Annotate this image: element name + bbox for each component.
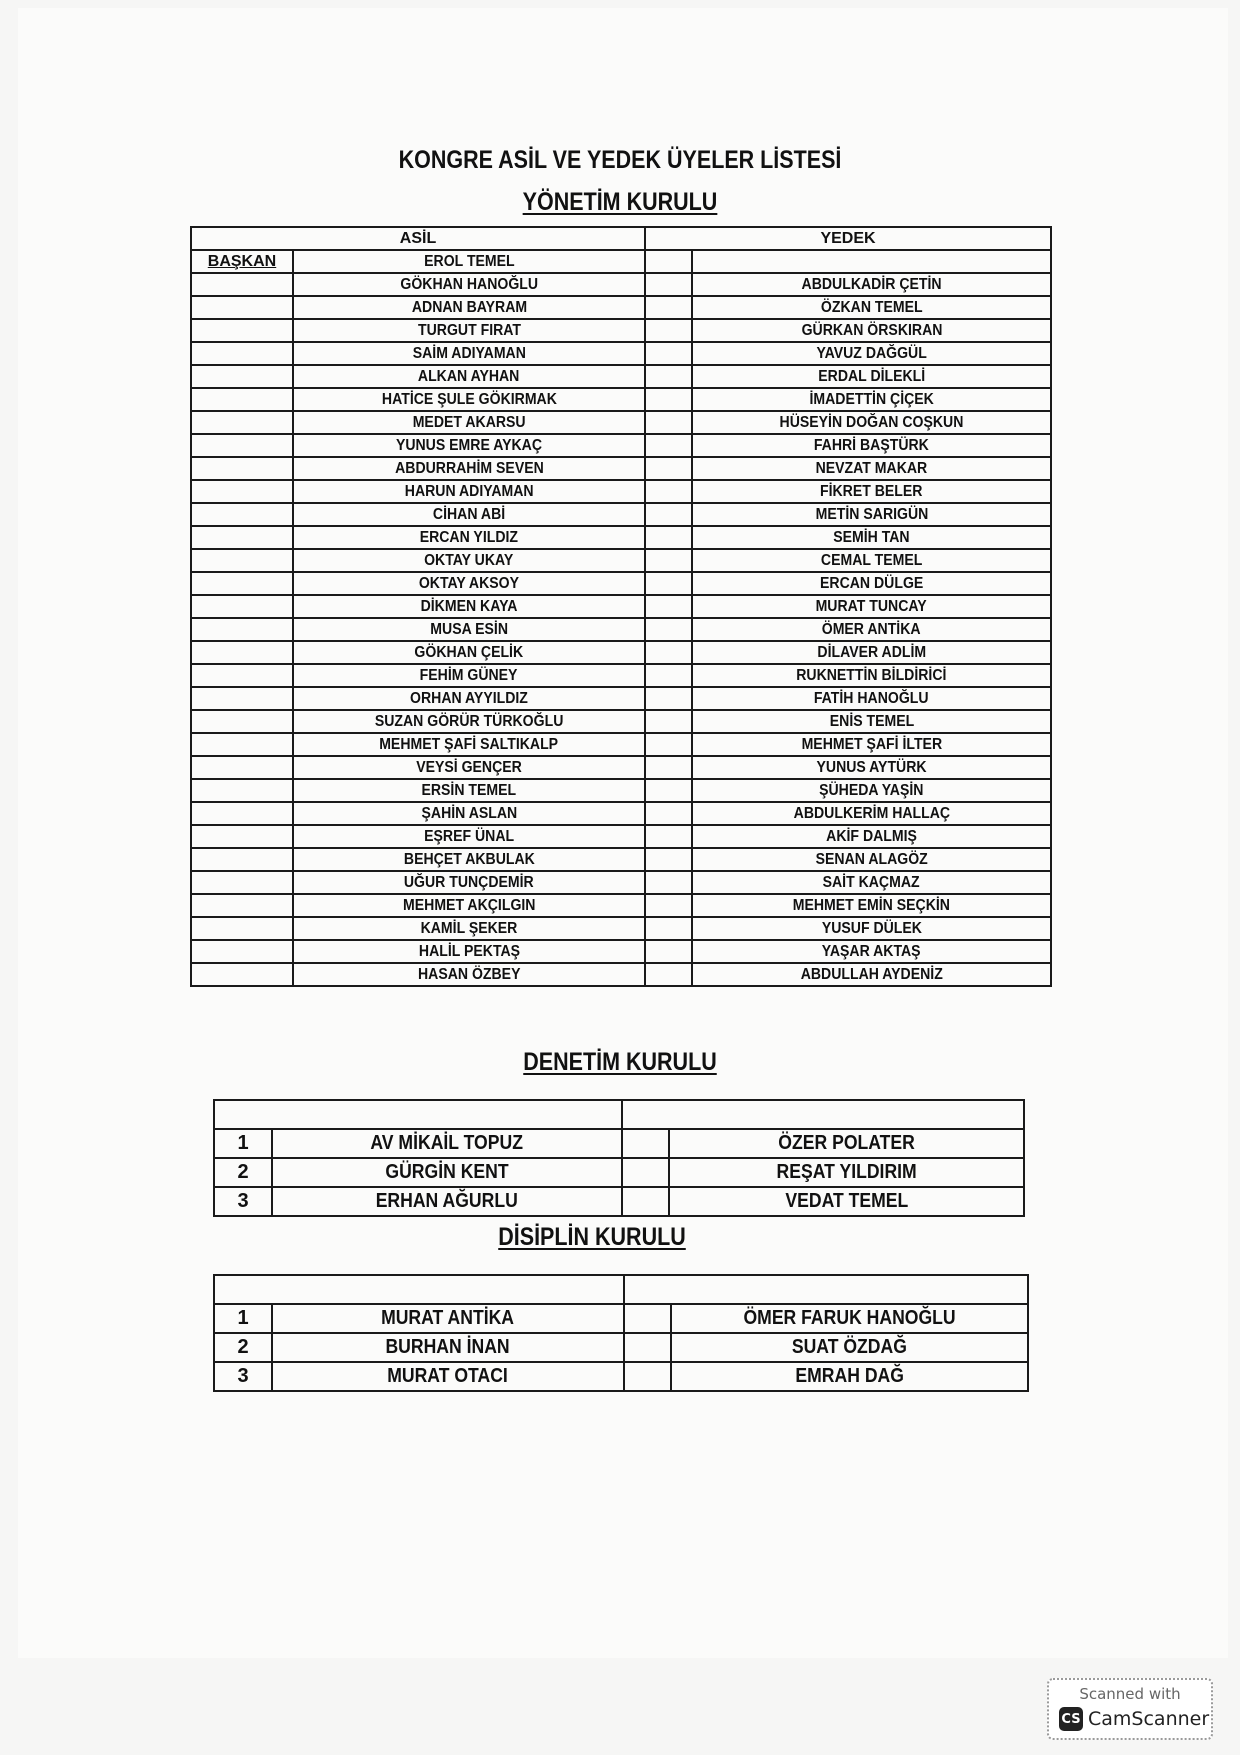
yonetim-row bbox=[191, 595, 1051, 618]
empty-cell bbox=[624, 1304, 671, 1333]
empty-cell bbox=[645, 526, 692, 549]
yonetim-row bbox=[191, 434, 1051, 457]
asil-member: BEHÇET AKBULAK bbox=[293, 848, 645, 871]
yedek-member: ENİS TEMEL bbox=[692, 710, 1051, 733]
empty-cell bbox=[191, 848, 293, 871]
row-number: 2 bbox=[214, 1158, 272, 1187]
header-yedek: YEDEK bbox=[645, 227, 1051, 250]
yedek-member: ŞÜHEDA YAŞİN bbox=[692, 779, 1051, 802]
disiplin-row bbox=[214, 1362, 1028, 1391]
empty-cell bbox=[622, 1158, 669, 1187]
yonetim-row bbox=[191, 549, 1051, 572]
empty-cell bbox=[645, 503, 692, 526]
asil-member: GÜRGİN KENT bbox=[272, 1158, 622, 1187]
empty-cell bbox=[191, 756, 293, 779]
row-number: 1 bbox=[214, 1129, 272, 1158]
yonetim-row bbox=[191, 733, 1051, 756]
empty-cell bbox=[191, 687, 293, 710]
empty-cell bbox=[645, 572, 692, 595]
empty-cell bbox=[645, 641, 692, 664]
empty-cell bbox=[645, 549, 692, 572]
yedek-member: FİKRET BELER bbox=[692, 480, 1051, 503]
yonetim-table bbox=[190, 226, 1052, 987]
yedek-member: SENAN ALAGÖZ bbox=[692, 848, 1051, 871]
empty-cell bbox=[645, 480, 692, 503]
empty-cell bbox=[191, 894, 293, 917]
empty-cell bbox=[645, 664, 692, 687]
yedek-member: RUKNETTİN BİLDİRİCİ bbox=[692, 664, 1051, 687]
empty-cell bbox=[191, 388, 293, 411]
row-number: 1 bbox=[214, 1304, 272, 1333]
disiplin-table bbox=[213, 1274, 1029, 1392]
yedek-member: MEHMET EMİN SEÇKİN bbox=[692, 894, 1051, 917]
asil-member: MEHMET ŞAFİ SALTIKALP bbox=[293, 733, 645, 756]
empty-cell bbox=[645, 250, 692, 273]
empty-cell bbox=[191, 273, 293, 296]
empty-cell bbox=[191, 365, 293, 388]
row-number: 3 bbox=[214, 1362, 272, 1391]
empty-cell bbox=[191, 825, 293, 848]
yedek-member: FAHRİ BAŞTÜRK bbox=[692, 434, 1051, 457]
watermark-brand bbox=[1059, 1706, 1209, 1732]
empty-cell bbox=[214, 1275, 624, 1304]
asil-member: ABDURRAHİM SEVEN bbox=[293, 457, 645, 480]
yonetim-row bbox=[191, 388, 1051, 411]
empty-cell bbox=[645, 848, 692, 871]
empty-cell bbox=[191, 664, 293, 687]
empty-cell bbox=[191, 618, 293, 641]
yonetim-row bbox=[191, 710, 1051, 733]
empty-cell bbox=[191, 434, 293, 457]
empty-cell bbox=[191, 549, 293, 572]
empty-cell bbox=[645, 825, 692, 848]
empty-cell bbox=[622, 1129, 669, 1158]
yonetim-row bbox=[191, 871, 1051, 894]
denetim-header-row bbox=[214, 1100, 1024, 1129]
asil-member: SUZAN GÖRÜR TÜRKOĞLU bbox=[293, 710, 645, 733]
empty-cell bbox=[645, 595, 692, 618]
empty-cell bbox=[645, 365, 692, 388]
yedek-member: DİLAVER ADLİM bbox=[692, 641, 1051, 664]
asil-member: DİKMEN KAYA bbox=[293, 595, 645, 618]
yonetim-row bbox=[191, 894, 1051, 917]
yedek-member: ABDULKERİM HALLAÇ bbox=[692, 802, 1051, 825]
yedek-member: VEDAT TEMEL bbox=[669, 1187, 1024, 1216]
yedek-member: ABDULLAH AYDENİZ bbox=[692, 963, 1051, 986]
yonetim-row bbox=[191, 503, 1051, 526]
yedek-member: ABDULKADİR ÇETİN bbox=[692, 273, 1051, 296]
empty-cell bbox=[645, 457, 692, 480]
yedek-member: HÜSEYİN DOĞAN COŞKUN bbox=[692, 411, 1051, 434]
empty-cell bbox=[191, 871, 293, 894]
header-asil: ASİL bbox=[191, 227, 645, 250]
asil-member: VEYSİ GENÇER bbox=[293, 756, 645, 779]
asil-member: KAMİL ŞEKER bbox=[293, 917, 645, 940]
yedek-member: YUSUF DÜLEK bbox=[692, 917, 1051, 940]
empty-cell bbox=[645, 917, 692, 940]
empty-cell bbox=[191, 733, 293, 756]
yedek-member: ÖZER POLATER bbox=[669, 1129, 1024, 1158]
asil-member: HALİL PEKTAŞ bbox=[293, 940, 645, 963]
yonetim-row bbox=[191, 365, 1051, 388]
yonetim-row bbox=[191, 319, 1051, 342]
asil-member: HARUN ADIYAMAN bbox=[293, 480, 645, 503]
disiplin-header-row bbox=[214, 1275, 1028, 1304]
watermark-brand-text: CamScanner bbox=[1088, 1708, 1210, 1730]
yonetim-row bbox=[191, 940, 1051, 963]
yonetim-row bbox=[191, 779, 1051, 802]
empty-cell bbox=[645, 802, 692, 825]
empty-cell bbox=[624, 1333, 671, 1362]
disiplin-title: DİSİPLİN KURULU bbox=[498, 1223, 686, 1251]
empty-cell bbox=[191, 940, 293, 963]
empty-cell bbox=[645, 756, 692, 779]
empty-cell bbox=[191, 411, 293, 434]
empty-cell bbox=[191, 917, 293, 940]
empty-cell bbox=[191, 319, 293, 342]
disiplin-row bbox=[214, 1333, 1028, 1362]
asil-member: UĞUR TUNÇDEMİR bbox=[293, 871, 645, 894]
asil-member: ERCAN YILDIZ bbox=[293, 526, 645, 549]
asil-member: MURAT OTACI bbox=[272, 1362, 624, 1391]
yedek-member: NEVZAT MAKAR bbox=[692, 457, 1051, 480]
empty-cell bbox=[645, 871, 692, 894]
empty-cell bbox=[645, 687, 692, 710]
empty-cell bbox=[645, 342, 692, 365]
empty-cell bbox=[645, 963, 692, 986]
yedek-member: FATİH HANOĞLU bbox=[692, 687, 1051, 710]
empty-cell bbox=[191, 710, 293, 733]
yonetim-row bbox=[191, 687, 1051, 710]
yonetim-header-row bbox=[191, 227, 1051, 250]
yonetim-row bbox=[191, 273, 1051, 296]
asil-member: TURGUT FIRAT bbox=[293, 319, 645, 342]
yonetim-row bbox=[191, 480, 1051, 503]
yonetim-row bbox=[191, 664, 1051, 687]
document-title: KONGRE ASİL VE YEDEK ÜYELER LİSTESİ bbox=[398, 146, 842, 174]
empty-cell bbox=[191, 779, 293, 802]
yedek-member: GÜRKAN ÖRSKIRAN bbox=[692, 319, 1051, 342]
asil-member: MUSA ESİN bbox=[293, 618, 645, 641]
yedek-member: MEHMET ŞAFİ İLTER bbox=[692, 733, 1051, 756]
empty-cell bbox=[645, 894, 692, 917]
empty-cell bbox=[645, 779, 692, 802]
denetim-table bbox=[213, 1099, 1025, 1217]
president-row bbox=[191, 250, 1051, 273]
empty-cell bbox=[645, 273, 692, 296]
asil-member: MEDET AKARSU bbox=[293, 411, 645, 434]
camscanner-logo-icon: CS bbox=[1059, 1707, 1083, 1731]
yonetim-row bbox=[191, 457, 1051, 480]
asil-member: ŞAHİN ASLAN bbox=[293, 802, 645, 825]
asil-member: YUNUS EMRE AYKAÇ bbox=[293, 434, 645, 457]
yonetim-row bbox=[191, 526, 1051, 549]
yedek-member: İMADETTİN ÇİÇEK bbox=[692, 388, 1051, 411]
yedek-member: ÖZKAN TEMEL bbox=[692, 296, 1051, 319]
yedek-member: YUNUS AYTÜRK bbox=[692, 756, 1051, 779]
yonetim-row bbox=[191, 618, 1051, 641]
president-label: BAŞKAN bbox=[191, 250, 293, 273]
asil-member: FEHİM GÜNEY bbox=[293, 664, 645, 687]
empty-cell bbox=[191, 963, 293, 986]
yedek-member: ERCAN DÜLGE bbox=[692, 572, 1051, 595]
yonetim-title: YÖNETİM KURULU bbox=[522, 188, 718, 216]
yedek-member: EMRAH DAĞ bbox=[671, 1362, 1028, 1391]
yedek-member: SAİT KAÇMAZ bbox=[692, 871, 1051, 894]
row-number: 3 bbox=[214, 1187, 272, 1216]
asil-member: AV MİKAİL TOPUZ bbox=[272, 1129, 622, 1158]
empty-cell bbox=[191, 457, 293, 480]
watermark-top-text: Scanned with bbox=[1079, 1685, 1181, 1703]
camscanner-watermark bbox=[1047, 1678, 1213, 1740]
yedek-member: MURAT TUNCAY bbox=[692, 595, 1051, 618]
empty-cell bbox=[645, 411, 692, 434]
empty-cell bbox=[191, 526, 293, 549]
empty-cell bbox=[191, 296, 293, 319]
empty-cell bbox=[645, 434, 692, 457]
yedek-member: ÖMER ANTİKA bbox=[692, 618, 1051, 641]
yonetim-row bbox=[191, 917, 1051, 940]
yedek-member: AKİF DALMIŞ bbox=[692, 825, 1051, 848]
empty-cell bbox=[645, 296, 692, 319]
yonetim-row bbox=[191, 825, 1051, 848]
asil-member: ADNAN BAYRAM bbox=[293, 296, 645, 319]
empty-cell bbox=[191, 802, 293, 825]
row-number: 2 bbox=[214, 1333, 272, 1362]
empty-cell bbox=[624, 1362, 671, 1391]
yonetim-row bbox=[191, 963, 1051, 986]
asil-member: HASAN ÖZBEY bbox=[293, 963, 645, 986]
asil-member: EŞREF ÜNAL bbox=[293, 825, 645, 848]
asil-member: ORHAN AYYILDIZ bbox=[293, 687, 645, 710]
yonetim-row bbox=[191, 572, 1051, 595]
asil-member: GÖKHAN HANOĞLU bbox=[293, 273, 645, 296]
denetim-row bbox=[214, 1158, 1024, 1187]
empty-cell bbox=[191, 595, 293, 618]
yedek-member: SUAT ÖZDAĞ bbox=[671, 1333, 1028, 1362]
empty-cell bbox=[692, 250, 1051, 273]
asil-member: SAİM ADIYAMAN bbox=[293, 342, 645, 365]
asil-member: OKTAY UKAY bbox=[293, 549, 645, 572]
yonetim-row bbox=[191, 848, 1051, 871]
empty-cell bbox=[645, 733, 692, 756]
empty-cell bbox=[191, 342, 293, 365]
asil-member: OKTAY AKSOY bbox=[293, 572, 645, 595]
empty-cell bbox=[191, 480, 293, 503]
yonetim-row bbox=[191, 756, 1051, 779]
yedek-member: YAŞAR AKTAŞ bbox=[692, 940, 1051, 963]
empty-cell bbox=[645, 618, 692, 641]
president-name: EROL TEMEL bbox=[293, 250, 645, 273]
empty-cell bbox=[645, 319, 692, 342]
empty-cell bbox=[191, 503, 293, 526]
yonetim-row bbox=[191, 342, 1051, 365]
yonetim-row bbox=[191, 802, 1051, 825]
yedek-member: YAVUZ DAĞGÜL bbox=[692, 342, 1051, 365]
asil-member: GÖKHAN ÇELİK bbox=[293, 641, 645, 664]
empty-cell bbox=[645, 388, 692, 411]
empty-cell bbox=[622, 1187, 669, 1216]
empty-cell bbox=[191, 641, 293, 664]
yedek-member: REŞAT YILDIRIM bbox=[669, 1158, 1024, 1187]
asil-member: CİHAN ABİ bbox=[293, 503, 645, 526]
empty-cell bbox=[214, 1100, 622, 1129]
empty-cell bbox=[622, 1100, 1024, 1129]
yedek-member: ÖMER FARUK HANOĞLU bbox=[671, 1304, 1028, 1333]
yedek-member: METİN SARIGÜN bbox=[692, 503, 1051, 526]
yedek-member: ERDAL DİLEKLİ bbox=[692, 365, 1051, 388]
asil-member: ALKAN AYHAN bbox=[293, 365, 645, 388]
empty-cell bbox=[624, 1275, 1028, 1304]
empty-cell bbox=[645, 940, 692, 963]
empty-cell bbox=[191, 572, 293, 595]
asil-member: BURHAN İNAN bbox=[272, 1333, 624, 1362]
asil-member: MEHMET AKÇILGIN bbox=[293, 894, 645, 917]
asil-member: HATİCE ŞULE GÖKIRMAK bbox=[293, 388, 645, 411]
disiplin-row bbox=[214, 1304, 1028, 1333]
asil-member: ERHAN AĞURLU bbox=[272, 1187, 622, 1216]
asil-member: MURAT ANTİKA bbox=[272, 1304, 624, 1333]
yonetim-row bbox=[191, 296, 1051, 319]
yonetim-row bbox=[191, 641, 1051, 664]
yedek-member: SEMİH TAN bbox=[692, 526, 1051, 549]
denetim-row bbox=[214, 1129, 1024, 1158]
yonetim-row bbox=[191, 411, 1051, 434]
denetim-row bbox=[214, 1187, 1024, 1216]
yedek-member: CEMAL TEMEL bbox=[692, 549, 1051, 572]
empty-cell bbox=[645, 710, 692, 733]
asil-member: ERSİN TEMEL bbox=[293, 779, 645, 802]
denetim-title: DENETİM KURULU bbox=[523, 1048, 717, 1076]
